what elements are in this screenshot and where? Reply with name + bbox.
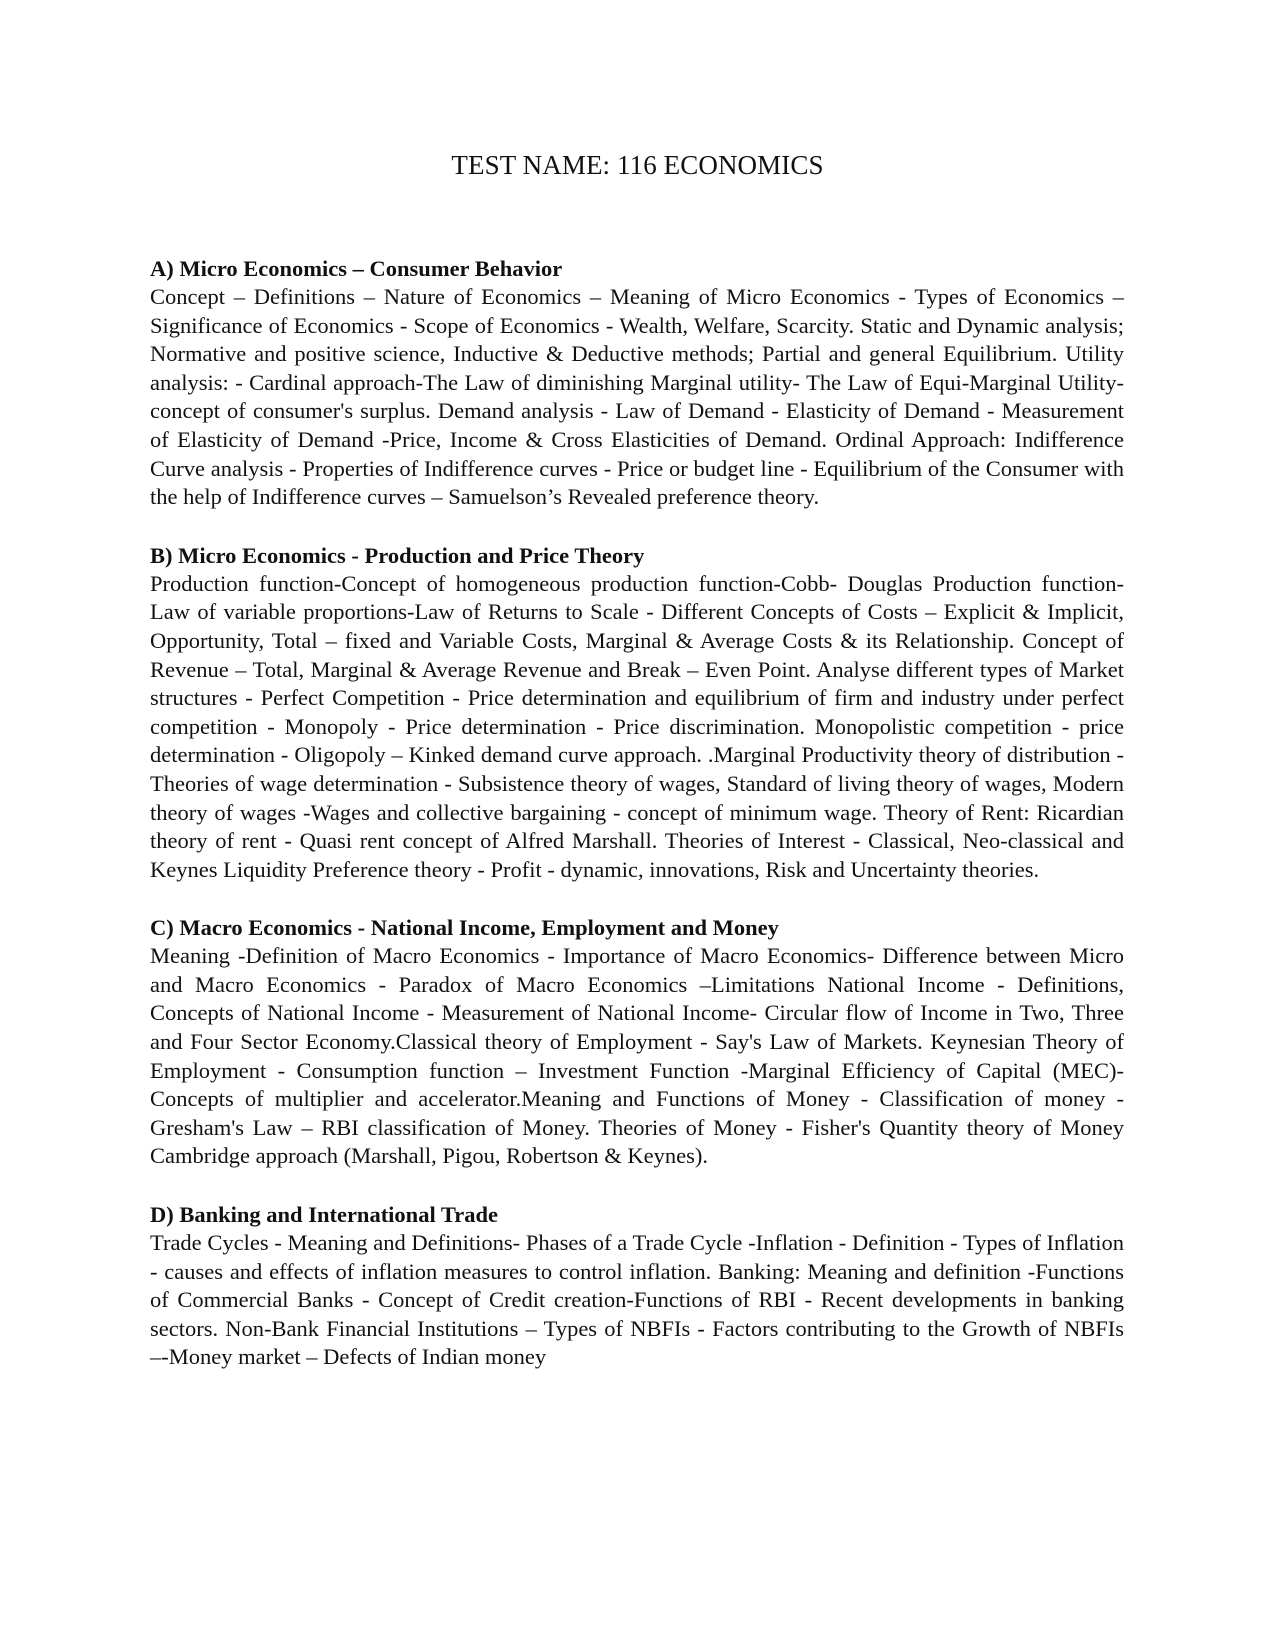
section-body: Meaning -Definition of Macro Economics - Importance of Macro Economics- Difference between Micro and Macro Economics - Paradox of Macro Economics –Limitations National Income - Definitions, Concepts of National Income - Measurement of National Income- Circular flow of Income in Two, Three and Four Sector Economy.Classical theory of Employment - Say's Law of Markets. Keynesian Theory of Employment - Consumption function – Investment Function -Marginal Efficiency of Capital (MEC)- Concepts of multiplier and accelerator.Meaning and Functions of Money - Classification of money - Gresham's Law – RBI classification of Money. Theories of Money - Fisher's Quantity theory of Money Cambridge approach (Marshall, Pigou, Robertson & Keynes). xyxy=(150,943,1124,1169)
section-heading: B) Micro Economics - Production and Price Theory xyxy=(150,542,645,568)
section-heading: C) Macro Economics - National Income, Employment and Money xyxy=(150,915,779,941)
section-heading: D) Banking and International Trade xyxy=(150,1202,498,1228)
section-b xyxy=(150,541,1124,885)
syllabus-content xyxy=(150,254,1124,1401)
section-d xyxy=(150,1200,1124,1372)
section-c xyxy=(150,913,1124,1171)
section-a xyxy=(150,254,1124,512)
section-body: Concept – Definitions – Nature of Economics – Meaning of Micro Economics - Types of Economics – Significance of Economics - Scope of Economics - Wealth, Welfare, Scarcity. Static and Dynamic analysis; Normative and positive science, Inductive & Deductive methods; Partial and general Equilibrium. Utility analysis: - Cardinal approach-The Law of diminishing Marginal utility- The Law of Equi-Marginal Utility- concept of consumer's surplus. Demand analysis - Law of Demand - Elasticity of Demand - Measurement of Elasticity of Demand -Price, Income & Cross Elasticities of Demand. Ordinal Approach: Indifference Curve analysis - Properties of Indifference curves - Price or budget line - Equilibrium of the Consumer with the help of Indifference curves – Samuelson’s Revealed preference theory. xyxy=(150,284,1124,510)
section-body: Production function-Concept of homogeneous production function-Cobb- Douglas Production function- Law of variable proportions-Law of Returns to Scale - Different Concepts of Costs – Explicit & Implicit, Opportunity, Total – fixed and Variable Costs, Marginal & Average Costs & its Relationship. Concept of Revenue – Total, Marginal & Average Revenue and Break – Even Point. Analyse different types of Market structures - Perfect Competition - Price determination and equilibrium of firm and industry under perfect competition - Monopoly - Price determination - Price discrimination. Monopolistic competition - price determination - Oligopoly – Kinked demand curve approach. .Marginal Productivity theory of distribution - Theories of wage determination - Subsistence theory of wages, Standard of living theory of wages, Modern theory of wages -Wages and collective bargaining - concept of minimum wage. Theory of Rent: Ricardian theory of rent - Quasi rent concept of Alfred Marshall. Theories of Interest - Classical, Neo-classical and Keynes Liquidity Preference theory - Profit - dynamic, innovations, Risk and Uncertainty theories. xyxy=(150,570,1124,882)
section-body: Trade Cycles - Meaning and Definitions- Phases of a Trade Cycle -Inflation - Definition - Types of Inflation - causes and effects of inflation measures to control inflation. Banking: Meaning and definition -Functions of Commercial Banks - Concept of Credit creation-Functions of RBI - Recent developments in banking sectors. Non-Bank Financial Institutions – Types of NBFIs - Factors contributing to the Growth of NBFIs –-Money market – Defects of Indian money xyxy=(150,1230,1124,1370)
section-heading: A) Micro Economics – Consumer Behavior xyxy=(150,256,563,281)
document-title: TEST NAME: 116 ECONOMICS xyxy=(451,150,824,180)
